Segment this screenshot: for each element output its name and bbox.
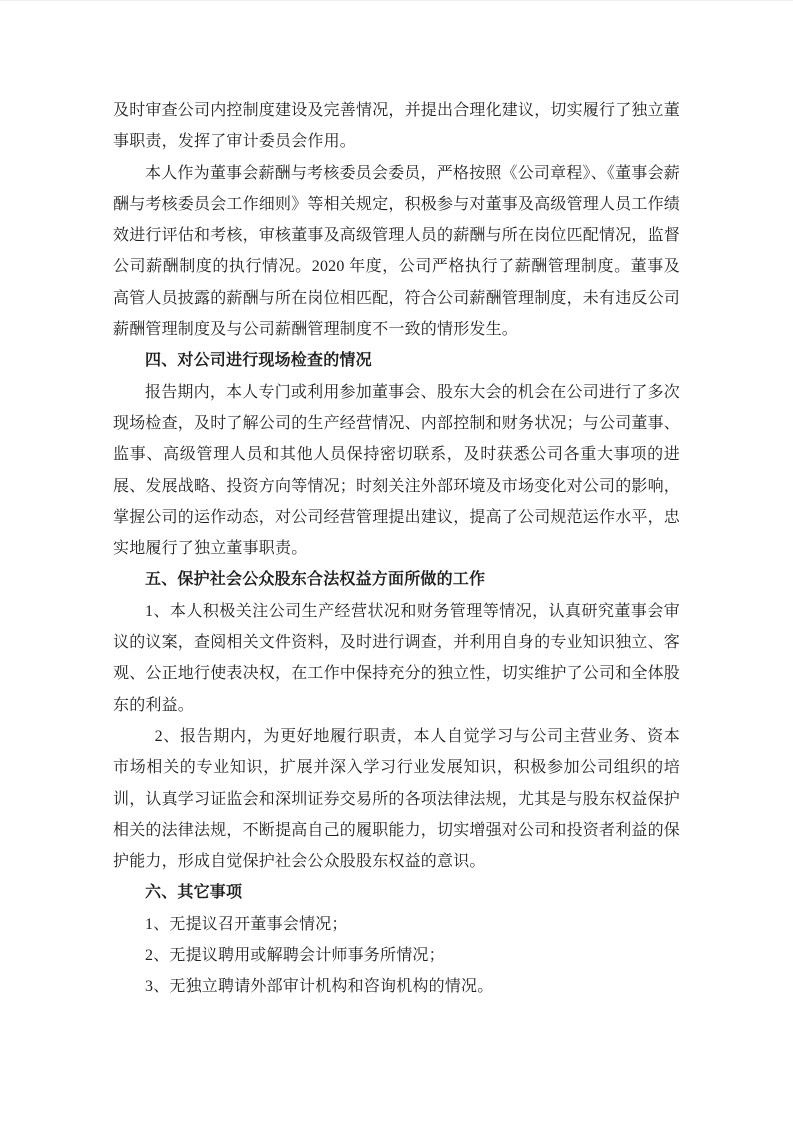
paragraph-shareholder-protection-item-1: 1、本人积极关注公司生产经营状况和财务管理等情况，认真研究董事会审议的议案，查阅相关文件资料，及时进行调查，并利用自身的专业知识独立、客观、公正地行使表决权，在工作中保持充分的独立性，切实维护了公司和全体股东的利益。 — [113, 602, 681, 714]
section-heading-4-onsite-inspection: 四、对公司进行现场检查的情况 — [145, 352, 372, 370]
paragraph-remuneration-committee: 本人作为董事会薪酬与考核委员会委员，严格按照《公司章程》、《董事会薪酬与考核委员会工作细则》等相关规定，积极参与对董事及高级管理人员工作绩效进行评估和考核，审核董事及高级管理人员的薪酬与所在岗位匹配情况，监督公司薪酬制度的执行情况。2020 年度，公司严格执行了薪酬管理制度。董事及高管人员披露的薪酬与所在岗位相匹配，符合公司薪酬管理制度，未有违反公司薪酬管理制度及与公司薪酬管理制度不一致的情形发生。 — [113, 164, 681, 339]
list-item-no-board-meeting-proposal: 1、无提议召开董事会情况； — [145, 915, 348, 933]
section-heading-5-shareholder-protection: 五、保护社会公众股东合法权益方面所做的工作 — [145, 571, 486, 589]
list-item-no-external-audit-engagement: 3、无独立聘请外部审计机构和咨询机构的情况。 — [145, 978, 494, 996]
list-item-no-accounting-firm-proposal: 2、无提议聘用或解聘会计师事务所情况； — [145, 947, 445, 965]
paragraph-onsite-inspection: 报告期内，本人专门或利用参加董事会、股东大会的机会在公司进行了多次现场检查，及时了解公司的生产经营情况、内部控制和财务状况；与公司董事、监事、高级管理人员和其他人员保持密切联系，及时获悉公司各重大事项的进展、发展战略、投资方向等情况；时刻关注外部环境及市场变化对公司的影响，掌握公司的运作动态，对公司经营管理提出建议，提高了公司规范运作水平，忠实地履行了独立董事职责。 — [113, 383, 681, 558]
paragraph-audit-committee-continuation: 及时审查公司内控制度建设及完善情况，并提出合理化建议，切实履行了独立董事职责，发挥了审计委员会作用。 — [113, 102, 681, 151]
paragraph-shareholder-protection-item-2: 2、报告期内，为更好地履行职责，本人自觉学习与公司主营业务、资本市场相关的专业知识，扩展并深入学习行业发展知识，积极参加公司组织的培训，认真学习证监会和深圳证券交易所的各项法律法规，尤其是与股东权益保护相关的法律法规，不断提高自己的履职能力，切实增强对公司和投资者利益的保护能力，形成自觉保护社会公众股股东权益的意识。 — [113, 727, 681, 871]
section-heading-6-other-matters: 六、其它事项 — [145, 884, 243, 902]
